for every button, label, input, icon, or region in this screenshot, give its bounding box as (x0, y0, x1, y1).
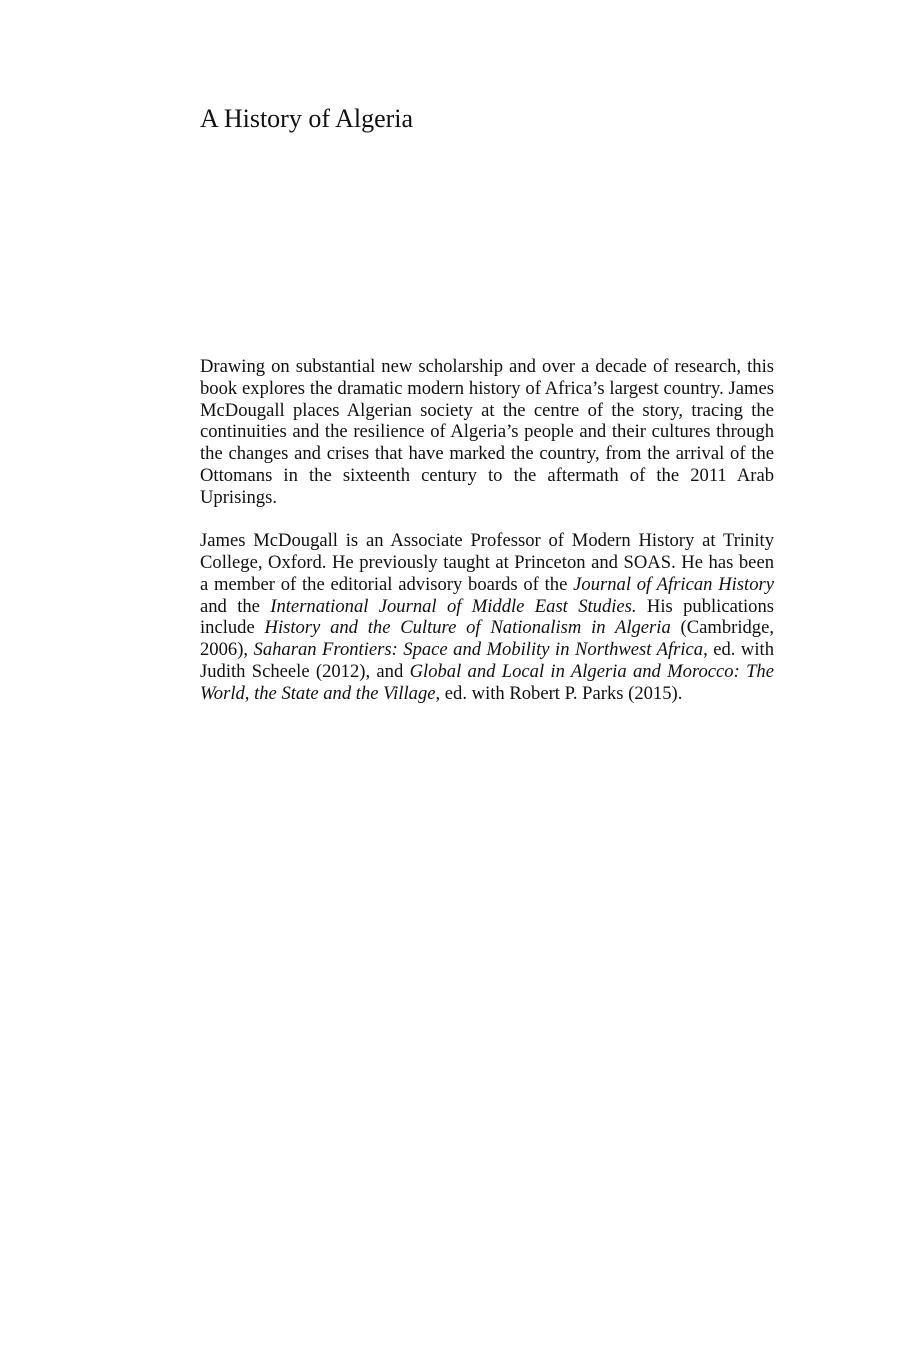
blurb-section (200, 356, 774, 726)
publication-title: History and the Culture of Nationalism in Algeria (264, 617, 671, 639)
author-bio-text: and the (200, 595, 271, 617)
journal-title: Journal of African History (573, 573, 774, 595)
author-bio-text: , ed. with Judith Scheele (2012), and (200, 639, 774, 682)
author-bio-text: , ed. with Robert P. Parks (2015). (435, 682, 683, 704)
author-bio-paragraph (200, 530, 774, 704)
publication-title: Saharan Frontiers: Space and Mobility in Northwest Africa (253, 639, 704, 661)
publication-title: Global and Local in Algeria and Morocco: The World, the State and the Village (200, 660, 774, 704)
author-bio-text: His publications include (200, 595, 774, 639)
author-bio-text: (Cambridge, 2006), (200, 617, 774, 661)
author-bio-text: James McDougall is an Associate Professor of Modern History at Trinity College, Oxford. He previously taught at Princeton and SOAS. He has been a member of the editorial advisory boards of the (200, 530, 774, 595)
journal-title: International Journal of Middle East Studies. (270, 595, 637, 617)
book-title: A History of Algeria (200, 104, 414, 133)
description-paragraph: Drawing on substantial new scholarship and over a decade of research, this book explores the dramatic modern history of Africa’s largest country. James McDougall places Algerian society at the centre of the story, tracing the continuities and the resilience of Algeria’s people and their cultures through the changes and crises that have marked the country, from the arrival of the Ottomans in the sixteenth century to the aftermath of the 2011 Arab Uprisings. (200, 356, 774, 508)
